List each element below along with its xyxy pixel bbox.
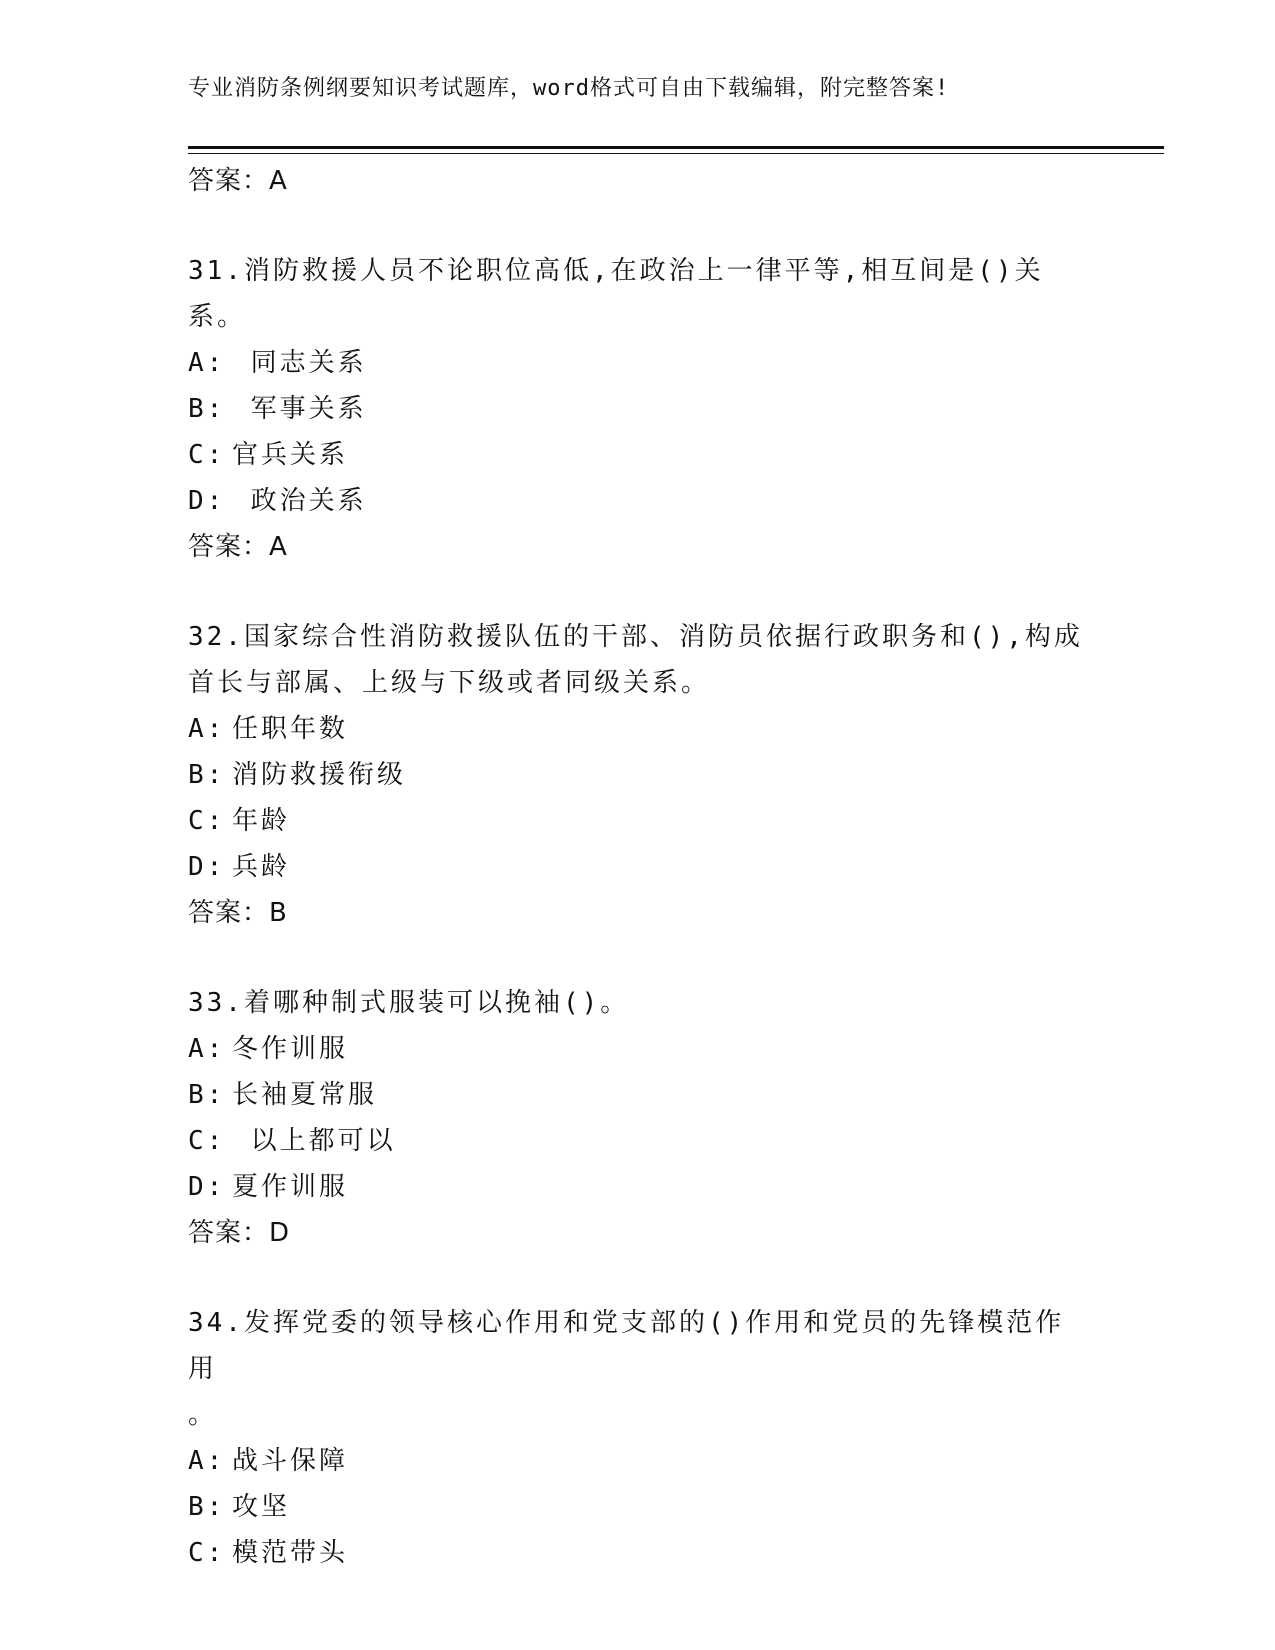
option-list bbox=[188, 340, 1088, 524]
option-letter: B: bbox=[188, 1080, 226, 1110]
option-item bbox=[188, 386, 1088, 432]
question-stem-line: 。 bbox=[188, 1400, 218, 1430]
option-text: 模范带头 bbox=[232, 1538, 349, 1568]
option-letter: D: bbox=[188, 852, 226, 882]
option-item bbox=[188, 340, 1088, 386]
option-text: 政治关系 bbox=[232, 486, 367, 516]
question-stem-line: 首长与部属、上级与下级或者同级关系。 bbox=[188, 668, 711, 698]
option-letter: A: bbox=[188, 714, 226, 744]
option-letter: A: bbox=[188, 1034, 226, 1064]
option-text: 兵龄 bbox=[232, 852, 291, 882]
question-stem-line: 31.消防救援人员不论职位高低,在政治上一律平等,相互间是()关系。 bbox=[188, 256, 1044, 332]
document-header: 专业消防条例纲要知识考试题库，word格式可自由下载编辑，附完整答案! bbox=[188, 76, 950, 101]
option-text: 官兵关系 bbox=[232, 440, 349, 470]
option-letter: B: bbox=[188, 760, 226, 790]
option-list bbox=[188, 1026, 1088, 1210]
question-list bbox=[188, 158, 1088, 1576]
option-text: 任职年数 bbox=[232, 714, 349, 744]
option-item bbox=[188, 1026, 1088, 1072]
option-item bbox=[188, 844, 1088, 890]
question-block bbox=[188, 248, 1088, 570]
answer-line: 答案：D bbox=[188, 1218, 291, 1248]
option-text: 长袖夏常服 bbox=[232, 1080, 378, 1110]
option-letter: C: bbox=[188, 1126, 226, 1156]
answer-line: 答案：B bbox=[188, 898, 288, 928]
option-letter: B: bbox=[188, 1492, 226, 1522]
option-letter: A: bbox=[188, 1446, 226, 1476]
question-stem bbox=[188, 248, 1088, 340]
question-block bbox=[188, 980, 1088, 1256]
option-item bbox=[188, 1438, 1088, 1484]
option-text: 战斗保障 bbox=[232, 1446, 349, 1476]
questions-container bbox=[188, 248, 1088, 1576]
header-rule-thin bbox=[188, 153, 1164, 154]
option-list bbox=[188, 706, 1088, 890]
question-stem bbox=[188, 980, 1088, 1026]
question-stem bbox=[188, 1300, 1088, 1438]
option-letter: A: bbox=[188, 348, 226, 378]
option-text: 冬作训服 bbox=[232, 1034, 349, 1064]
option-item bbox=[188, 1164, 1088, 1210]
option-item bbox=[188, 752, 1088, 798]
question-stem-line: 32.国家综合性消防救援队伍的干部、消防员依据行政职务和(),构成 bbox=[188, 622, 1083, 652]
option-letter: D: bbox=[188, 1172, 226, 1202]
option-text: 军事关系 bbox=[232, 394, 367, 424]
option-text: 消防救援衔级 bbox=[232, 760, 407, 790]
option-list bbox=[188, 1438, 1088, 1576]
option-item bbox=[188, 1484, 1088, 1530]
option-item bbox=[188, 432, 1088, 478]
answer-line: 答案：A bbox=[188, 532, 288, 562]
option-letter: C: bbox=[188, 1538, 226, 1568]
question-block bbox=[188, 1300, 1088, 1576]
option-text: 以上都可以 bbox=[232, 1126, 396, 1156]
option-item bbox=[188, 478, 1088, 524]
question-stem-line: 34.发挥党委的领导核心作用和党支部的()作用和党员的先锋模范作用 bbox=[188, 1308, 1065, 1384]
question-stem-line: 33.着哪种制式服装可以挽袖()。 bbox=[188, 988, 630, 1018]
option-item bbox=[188, 706, 1088, 752]
option-item bbox=[188, 1118, 1088, 1164]
option-letter: D: bbox=[188, 486, 226, 516]
option-letter: B: bbox=[188, 394, 226, 424]
option-text: 夏作训服 bbox=[232, 1172, 349, 1202]
option-text: 攻坚 bbox=[232, 1492, 291, 1522]
option-item bbox=[188, 798, 1088, 844]
header-rule-thick bbox=[188, 146, 1164, 149]
option-letter: C: bbox=[188, 806, 226, 836]
question-block bbox=[188, 614, 1088, 936]
previous-answer: 答案：A bbox=[188, 166, 288, 196]
option-text: 同志关系 bbox=[232, 348, 367, 378]
option-item bbox=[188, 1072, 1088, 1118]
question-stem bbox=[188, 614, 1088, 706]
option-letter: C: bbox=[188, 440, 226, 470]
option-item bbox=[188, 1530, 1088, 1576]
option-text: 年龄 bbox=[232, 806, 291, 836]
